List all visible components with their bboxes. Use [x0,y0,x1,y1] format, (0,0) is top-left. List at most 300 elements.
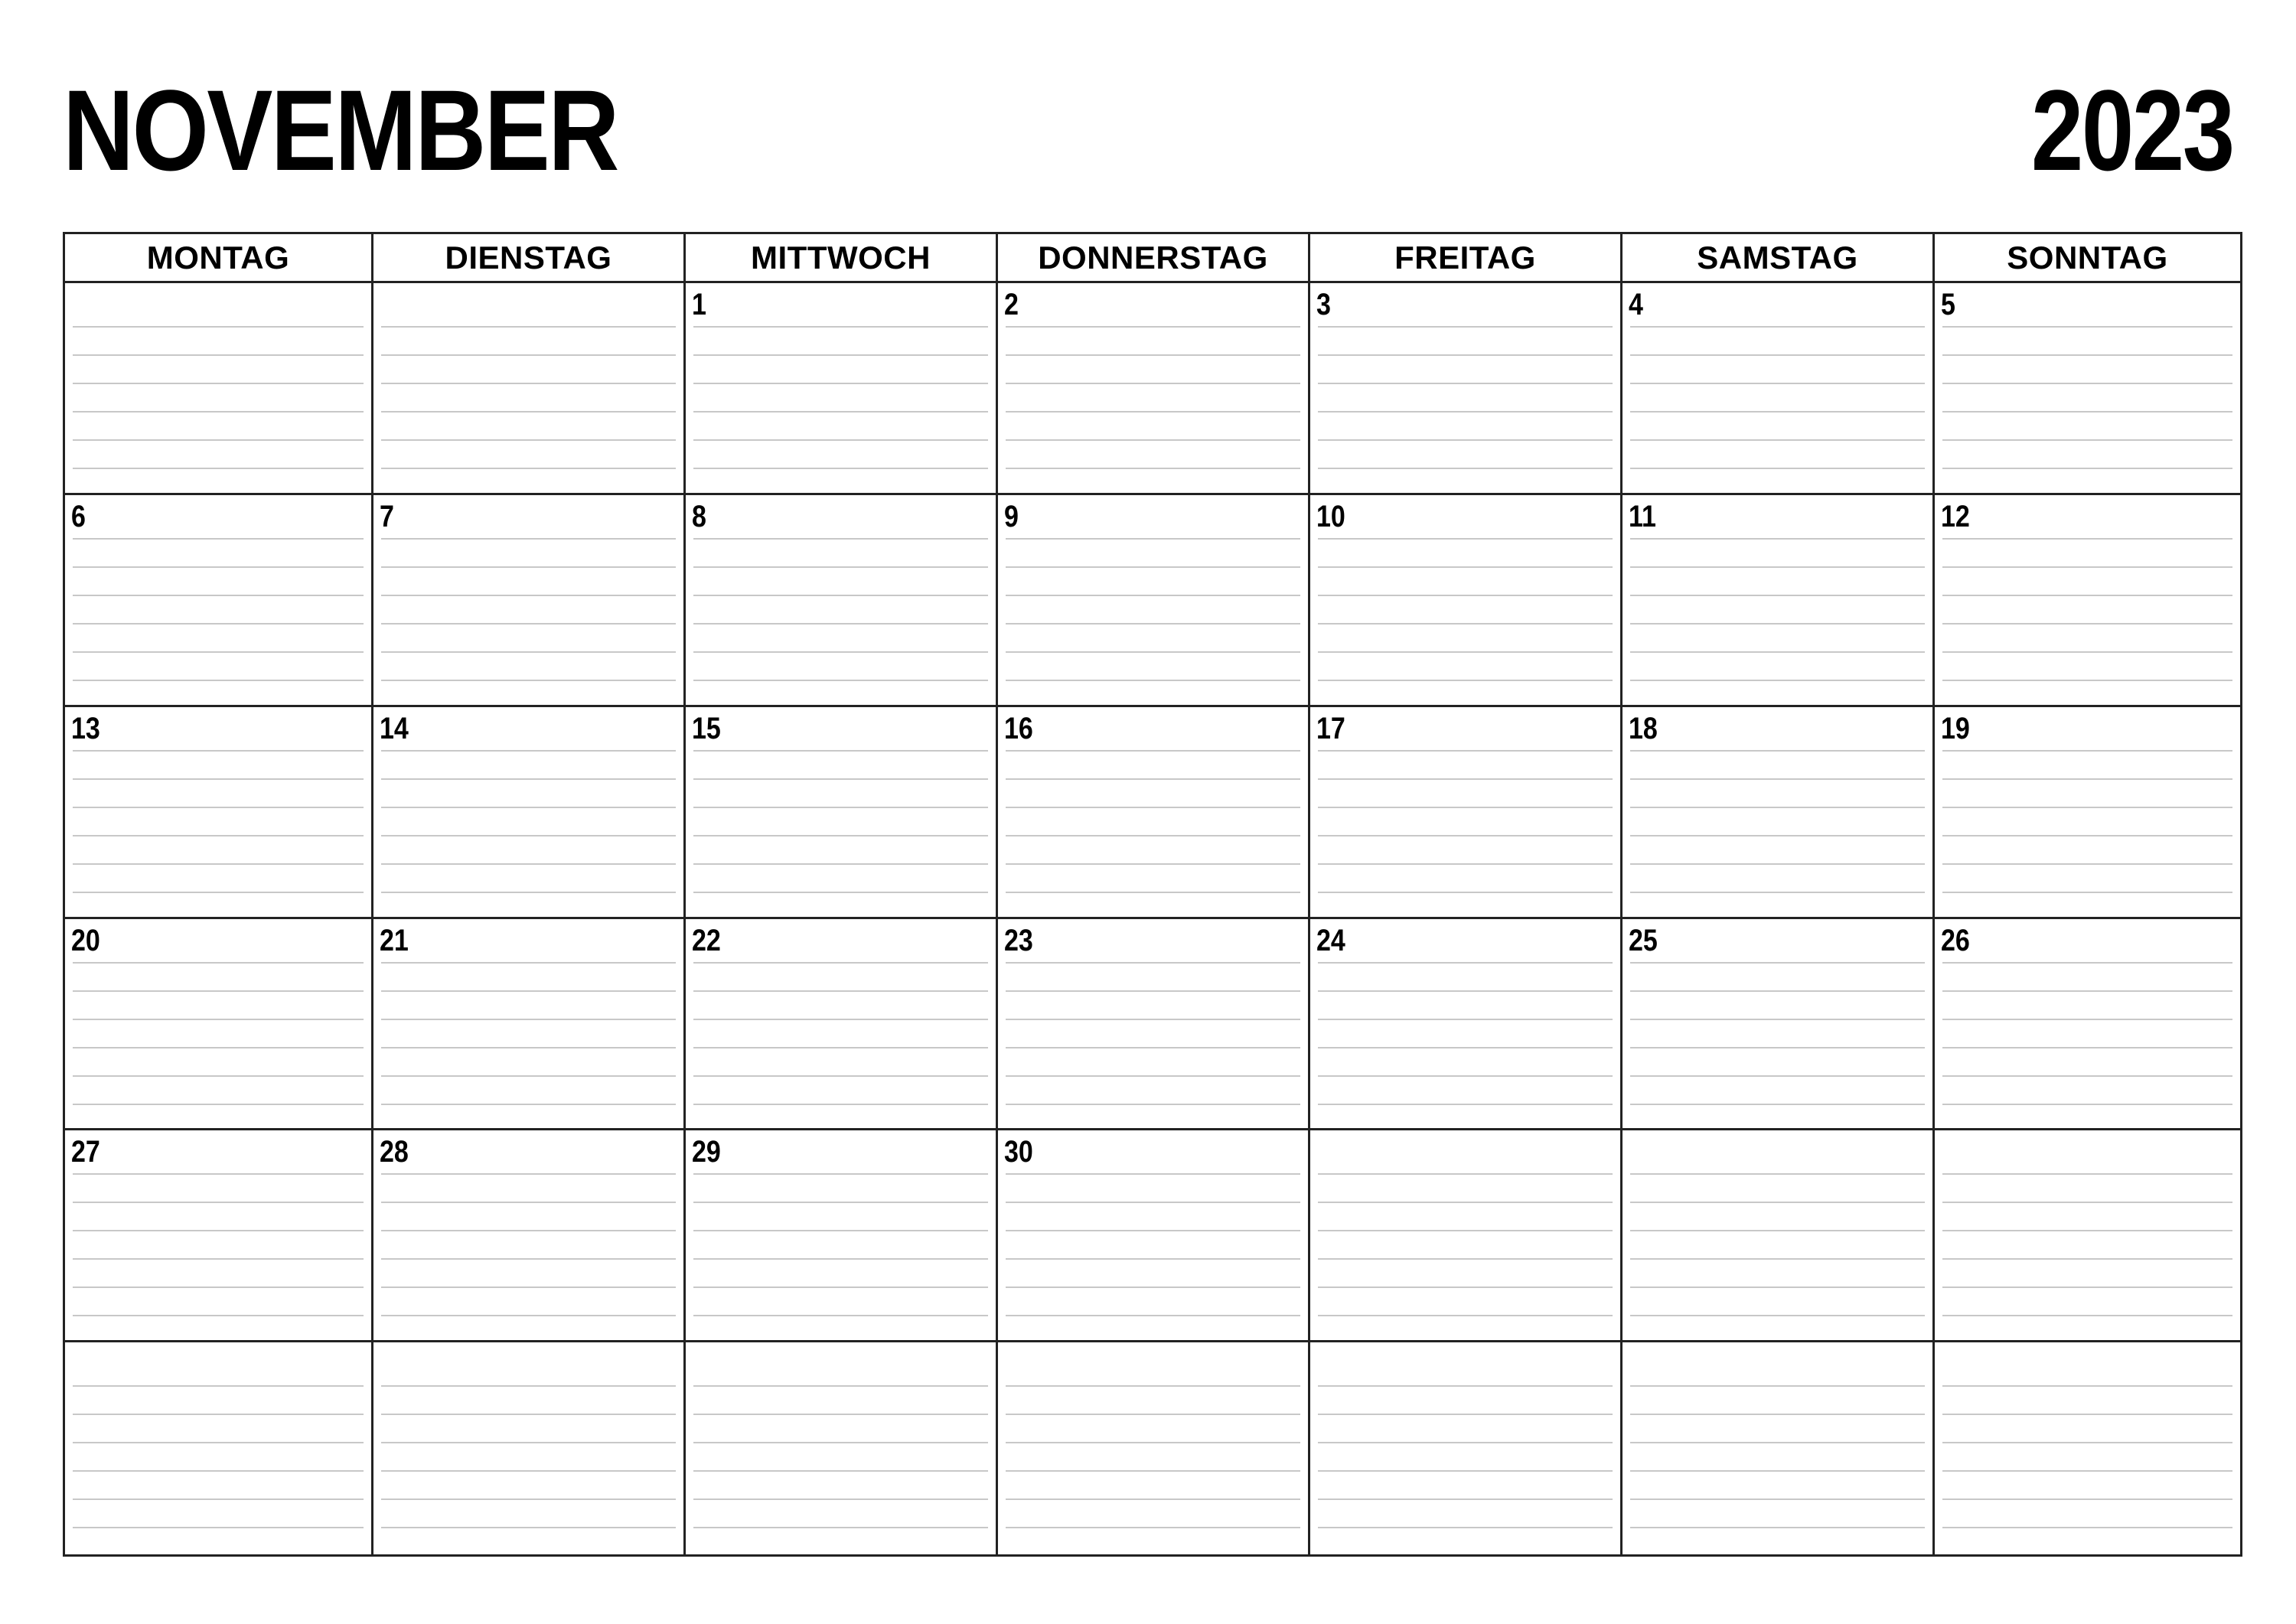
note-line [73,383,364,384]
note-line [1630,566,1925,568]
note-line [73,962,364,964]
day-cell[interactable] [1935,707,2240,919]
day-number: 6 [71,499,86,533]
note-line [73,863,364,865]
note-line [1630,354,1925,356]
note-line [1318,1019,1613,1020]
day-number: 7 [380,499,394,533]
note-line [381,1498,676,1500]
day-cell[interactable] [1935,495,2240,707]
day-cell[interactable] [998,1130,1310,1342]
note-line [381,623,676,624]
note-line [1318,1286,1613,1288]
note-line [693,1202,988,1203]
note-line [1318,468,1613,469]
note-line [1942,1286,2232,1288]
note-line [1630,1258,1925,1260]
note-line [1318,595,1613,596]
day-number: 16 [1004,711,1033,745]
note-line [381,962,676,964]
day-cell[interactable] [686,707,998,919]
note-lines [1630,1342,1925,1554]
note-line [73,1442,364,1443]
note-line [73,326,364,328]
day-number: 9 [1004,499,1019,533]
day-cell[interactable] [998,707,1310,919]
day-cell[interactable] [1623,1342,1935,1554]
day-cell[interactable] [1310,919,1623,1131]
note-line [1318,566,1613,568]
note-lines [1630,495,1925,705]
note-lines [693,707,988,917]
note-line [1318,892,1613,893]
note-line [1318,1315,1613,1316]
day-cell[interactable] [373,1342,686,1554]
note-line [1630,1498,1925,1500]
note-line [693,1104,988,1105]
note-line [1006,1414,1300,1415]
note-line [1942,1315,2232,1316]
note-line [1942,1498,2232,1500]
note-line [1942,1075,2232,1077]
weekday-header-friday: FREITAG [1310,234,1623,283]
note-line [1006,778,1300,780]
day-cell[interactable] [1310,283,1623,495]
note-line [1630,623,1925,624]
note-line [1630,651,1925,653]
note-line [693,439,988,441]
day-number: 28 [380,1135,409,1169]
note-line [381,468,676,469]
note-line [73,651,364,653]
note-line [381,566,676,568]
note-line [693,1019,988,1020]
note-line [693,1414,988,1415]
day-number: 15 [692,711,721,745]
note-line [73,1202,364,1203]
note-line [1006,962,1300,964]
note-line [381,990,676,992]
note-line [73,680,364,681]
note-lines [1006,707,1300,917]
note-line [1006,750,1300,752]
note-line [1006,411,1300,413]
day-number: 24 [1316,923,1345,957]
note-line [693,468,988,469]
note-lines [1318,707,1613,917]
day-cell[interactable] [686,1130,998,1342]
note-lines [381,495,676,705]
note-line [1630,750,1925,752]
note-line [693,807,988,808]
note-lines [1006,1342,1300,1554]
note-line [73,439,364,441]
month-title: NOVEMBER [63,66,618,194]
note-line [1006,1527,1300,1528]
note-line [381,1286,676,1288]
note-line [1942,750,2232,752]
note-line [1318,680,1613,681]
note-line [1942,538,2232,540]
note-lines [1942,1342,2232,1554]
day-number: 2 [1004,288,1019,321]
note-lines [1006,283,1300,493]
note-line [1630,326,1925,328]
note-line [381,538,676,540]
day-number: 12 [1941,499,1970,533]
note-line [1630,383,1925,384]
note-line [381,1442,676,1443]
note-line [1630,1527,1925,1528]
note-line [381,1202,676,1203]
note-line [693,835,988,836]
note-line [381,835,676,836]
note-lines [73,283,364,493]
note-line [1942,1202,2232,1203]
day-number: 26 [1941,923,1970,957]
day-cell[interactable] [998,919,1310,1131]
note-line [73,1385,364,1387]
note-lines [381,1130,676,1340]
note-line [1942,778,2232,780]
day-cell[interactable] [1310,1342,1623,1554]
day-number: 18 [1629,711,1658,745]
note-line [1942,1104,2232,1105]
day-cell[interactable] [1623,1130,1935,1342]
calendar-grid [63,232,2242,1557]
day-cell[interactable] [65,1130,373,1342]
note-line [1006,1442,1300,1443]
note-line [1318,990,1613,992]
note-line [381,807,676,808]
note-line [73,1047,364,1048]
note-lines [73,919,364,1129]
day-cell[interactable] [65,1342,373,1554]
day-cell[interactable] [373,707,686,919]
note-line [1630,1315,1925,1316]
note-line [693,990,988,992]
note-line [73,778,364,780]
note-line [693,1385,988,1387]
weekday-header-thursday: DONNERSTAG [998,234,1310,283]
note-line [73,566,364,568]
weekday-header-wednesday: MITTWOCH [686,234,998,283]
note-lines [1942,919,2232,1129]
note-line [1942,354,2232,356]
note-lines [73,707,364,917]
note-line [1630,1075,1925,1077]
note-line [1630,1385,1925,1387]
note-line [1006,468,1300,469]
note-line [1006,1286,1300,1288]
day-cell[interactable] [998,495,1310,707]
weekday-header-monday: MONTAG [65,234,373,283]
day-cell[interactable] [998,1342,1310,1554]
note-line [381,1075,676,1077]
day-cell[interactable] [686,919,998,1131]
note-line [1630,1104,1925,1105]
note-line [381,1173,676,1175]
note-line [1630,595,1925,596]
day-number: 10 [1316,499,1345,533]
note-line [693,1470,988,1472]
note-lines [381,919,676,1129]
note-line [1318,1414,1613,1415]
note-line [693,778,988,780]
day-number: 3 [1316,288,1331,321]
note-lines [693,495,988,705]
note-line [1006,566,1300,568]
note-line [1006,651,1300,653]
note-line [1318,354,1613,356]
note-line [693,892,988,893]
note-line [381,326,676,328]
note-line [73,595,364,596]
day-number: 4 [1629,288,1643,321]
note-line [1006,1498,1300,1500]
day-number: 25 [1629,923,1658,957]
note-line [73,1230,364,1231]
note-line [1942,835,2232,836]
note-line [1318,778,1613,780]
day-cell[interactable] [1935,919,2240,1131]
note-line [1318,411,1613,413]
note-lines [1942,1130,2232,1340]
note-line [1942,1047,2232,1048]
day-cell[interactable] [65,707,373,919]
note-line [1942,962,2232,964]
note-lines [693,1342,988,1554]
note-line [1006,990,1300,992]
day-number: 5 [1941,288,1955,321]
note-line [381,1230,676,1231]
day-cell[interactable] [1310,1130,1623,1342]
note-line [1318,1230,1613,1231]
day-number: 30 [1004,1135,1033,1169]
note-line [1942,892,2232,893]
note-lines [381,1342,676,1554]
note-line [73,411,364,413]
note-line [1942,807,2232,808]
note-line [73,1104,364,1105]
day-cell[interactable] [1623,283,1935,495]
day-number: 29 [692,1135,721,1169]
note-lines [381,707,676,917]
note-line [1006,439,1300,441]
note-line [693,651,988,653]
day-cell[interactable] [1935,283,2240,495]
note-lines [1318,283,1613,493]
note-lines [693,283,988,493]
note-line [381,651,676,653]
day-cell[interactable] [1623,919,1935,1131]
day-cell[interactable] [1623,495,1935,707]
note-line [693,623,988,624]
note-line [1630,1019,1925,1020]
day-cell[interactable] [1310,495,1623,707]
note-line [1006,538,1300,540]
note-line [1006,835,1300,836]
note-line [693,1075,988,1077]
note-line [693,326,988,328]
day-cell[interactable] [686,283,998,495]
note-line [693,1286,988,1288]
note-line [1630,468,1925,469]
note-line [693,863,988,865]
day-cell[interactable] [65,495,373,707]
day-number: 27 [71,1135,100,1169]
note-lines [1318,495,1613,705]
note-line [1630,1470,1925,1472]
note-lines [381,283,676,493]
note-line [693,962,988,964]
note-line [73,1414,364,1415]
day-cell[interactable] [65,919,373,1131]
note-line [1630,1414,1925,1415]
note-line [1006,863,1300,865]
note-line [1630,962,1925,964]
day-number: 20 [71,923,100,957]
note-line [1006,1470,1300,1472]
note-line [1318,326,1613,328]
note-line [73,354,364,356]
note-line [1006,1258,1300,1260]
note-line [381,1315,676,1316]
note-line [1318,1498,1613,1500]
note-lines [1006,919,1300,1129]
note-lines [73,495,364,705]
note-line [1630,1442,1925,1443]
note-line [73,750,364,752]
note-line [1006,1230,1300,1231]
note-line [693,354,988,356]
note-line [1318,1442,1613,1443]
note-line [73,835,364,836]
day-cell[interactable] [1935,1342,2240,1554]
note-line [381,863,676,865]
note-line [1318,1104,1613,1105]
note-line [693,1173,988,1175]
note-line [1942,1527,2232,1528]
note-line [1942,1414,2232,1415]
note-line [73,1286,364,1288]
day-number: 21 [380,923,409,957]
note-lines [1630,283,1925,493]
day-number: 13 [71,711,100,745]
note-line [1942,863,2232,865]
note-line [1630,892,1925,893]
note-line [1630,807,1925,808]
note-line [693,595,988,596]
note-line [1006,383,1300,384]
day-cell[interactable] [373,495,686,707]
day-cell[interactable] [373,1130,686,1342]
day-cell[interactable] [1623,707,1935,919]
note-line [73,1470,364,1472]
note-line [381,1414,676,1415]
day-number: 14 [380,711,409,745]
note-lines [1630,1130,1925,1340]
note-line [1942,651,2232,653]
note-line [73,468,364,469]
day-number: 22 [692,923,721,957]
note-line [1006,1047,1300,1048]
note-line [1318,1075,1613,1077]
note-line [1318,863,1613,865]
note-line [1006,807,1300,808]
note-line [73,1019,364,1020]
day-cell[interactable] [373,283,686,495]
note-line [1318,1173,1613,1175]
note-line [73,1315,364,1316]
note-lines [1942,495,2232,705]
note-line [693,411,988,413]
note-line [1318,835,1613,836]
note-line [693,1442,988,1443]
note-line [381,1470,676,1472]
note-line [381,1385,676,1387]
note-lines [693,919,988,1129]
note-lines [1318,1130,1613,1340]
day-cell[interactable] [1935,1130,2240,1342]
note-line [73,892,364,893]
note-lines [1006,495,1300,705]
note-line [1942,383,2232,384]
note-line [1942,326,2232,328]
note-lines [1630,707,1925,917]
note-line [1942,1173,2232,1175]
note-line [693,1230,988,1231]
day-number: 19 [1941,711,1970,745]
note-line [1630,778,1925,780]
note-line [1630,1047,1925,1048]
day-cell[interactable] [65,283,373,495]
note-line [1318,439,1613,441]
note-line [1630,1230,1925,1231]
note-line [1630,835,1925,836]
note-line [1006,1173,1300,1175]
note-line [1942,1258,2232,1260]
note-line [1942,1019,2232,1020]
note-line [693,383,988,384]
note-line [1630,411,1925,413]
note-line [693,1047,988,1048]
note-line [381,595,676,596]
note-line [1006,1385,1300,1387]
year-title: 2023 [2031,66,2233,194]
note-line [381,439,676,441]
note-line [73,1173,364,1175]
note-line [73,623,364,624]
day-cell[interactable] [686,495,998,707]
note-line [1006,354,1300,356]
note-line [1942,439,2232,441]
day-cell[interactable] [373,919,686,1131]
note-lines [1006,1130,1300,1340]
day-number: 1 [692,288,706,321]
note-line [1318,807,1613,808]
note-line [381,892,676,893]
day-cell[interactable] [686,1342,998,1554]
note-line [1630,863,1925,865]
note-line [1630,1173,1925,1175]
note-lines [1318,1342,1613,1554]
note-line [693,680,988,681]
note-line [1006,595,1300,596]
day-cell[interactable] [1310,707,1623,919]
note-line [1942,595,2232,596]
day-cell[interactable] [998,283,1310,495]
